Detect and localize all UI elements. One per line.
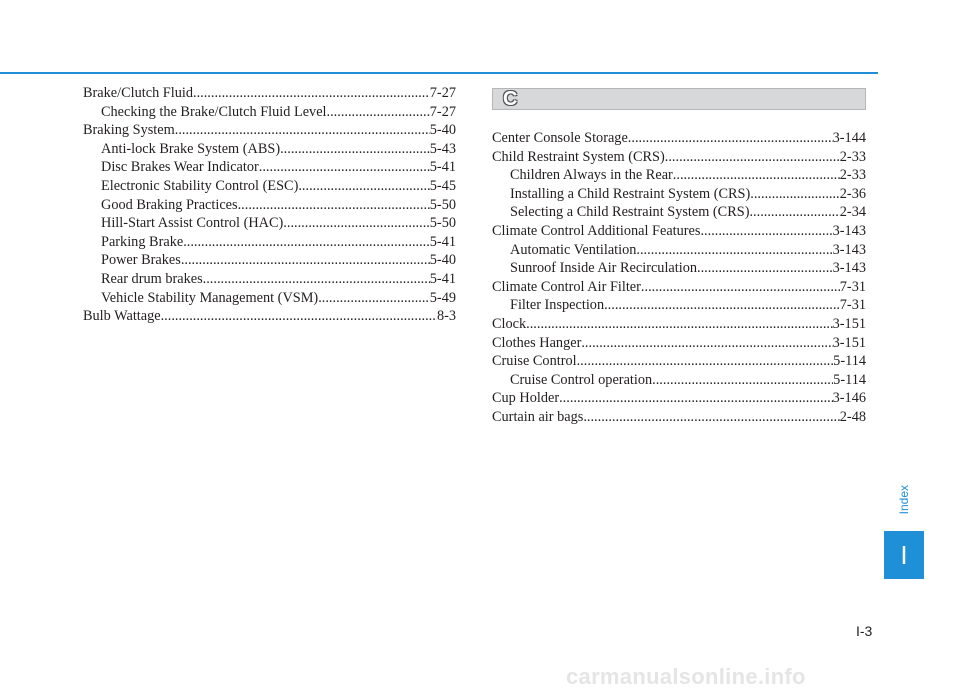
entry-label: Hill-Start Assist Control (HAC) (101, 215, 284, 232)
entry-label: Climate Control Air Filter (492, 278, 641, 295)
index-subentry[interactable] (492, 259, 866, 278)
leader-dots (183, 233, 430, 252)
index-subentry[interactable] (83, 140, 456, 159)
entry-label: Children Always in the Rear (510, 167, 673, 184)
entry-label: Electronic Stability Control (ESC) (101, 177, 299, 194)
leader-dots (697, 259, 833, 278)
entry-page: 5-45 (429, 177, 456, 194)
entry-page: 5-43 (429, 140, 456, 157)
leader-dots (175, 121, 430, 140)
entry-page: 5-49 (429, 289, 456, 306)
section-letter-bar (492, 88, 866, 110)
entry-page: 3-143 (832, 260, 866, 277)
entry-page: 3-144 (832, 130, 866, 146)
leader-dots (628, 129, 833, 148)
index-entry[interactable] (492, 278, 866, 297)
leader-dots (641, 278, 840, 297)
entry-label: Selecting a Child Restraint System (CRS) (510, 204, 750, 221)
leader-dots (280, 140, 430, 159)
entry-page: 5-114 (833, 371, 866, 388)
leader-dots (283, 214, 429, 233)
entry-page: 5-50 (429, 196, 456, 213)
entry-label: Filter Inspection (510, 297, 605, 314)
leader-dots (181, 251, 430, 270)
entry-label: Clothes Hanger (492, 334, 582, 351)
entry-label: Braking System (83, 122, 175, 139)
entry-page: 5-41 (429, 233, 456, 250)
side-tab-letter: I (900, 539, 908, 570)
leader-dots (259, 158, 430, 177)
entry-page: 3-143 (832, 222, 866, 239)
entry-label: Vehicle Stability Management (VSM) (101, 289, 319, 306)
entry-page: 3-146 (832, 390, 866, 407)
leader-dots (665, 148, 840, 167)
leader-dots (581, 334, 832, 353)
index-subentry[interactable] (492, 203, 866, 222)
entry-page: 5-114 (833, 353, 866, 370)
index-entry[interactable] (492, 148, 866, 167)
entry-label: Brake/Clutch Fluid (83, 85, 193, 101)
watermark: carmanualsonline.info (566, 664, 806, 689)
leader-dots (749, 203, 839, 222)
leader-dots (750, 185, 840, 204)
entry-label: Power Brakes (101, 252, 181, 269)
index-column-right (492, 129, 866, 427)
entry-label: Child Restraint System (CRS) (492, 148, 665, 165)
leader-dots (652, 371, 833, 390)
leader-dots (577, 352, 834, 371)
entry-page: 3-151 (832, 315, 866, 332)
entry-page: 2-33 (839, 167, 866, 184)
index-subentry[interactable] (492, 241, 866, 260)
index-column-left (83, 84, 456, 326)
leader-dots (318, 289, 430, 308)
leader-dots (700, 222, 832, 241)
index-subentry[interactable] (492, 166, 866, 185)
entry-page: 7-31 (839, 278, 866, 295)
entry-page: 8-3 (436, 308, 456, 325)
entry-label: Automatic Ventilation (510, 241, 637, 258)
leader-dots (604, 296, 840, 315)
index-subentry[interactable] (492, 296, 866, 315)
index-subentry[interactable] (83, 214, 456, 233)
section-letter: C (503, 88, 518, 110)
entry-page: 5-40 (429, 122, 456, 139)
entry-label: Checking the Brake/Clutch Fluid Level (101, 103, 327, 120)
leader-dots (238, 196, 430, 215)
index-entry[interactable] (83, 121, 456, 140)
entry-label: Climate Control Additional Features (492, 222, 701, 239)
entry-page: 7-31 (839, 297, 866, 314)
index-entry[interactable] (492, 352, 866, 371)
entry-label: Cup Holder (492, 390, 560, 407)
entry-page: 7-27 (429, 85, 456, 101)
entry-page: 5-41 (429, 270, 456, 287)
index-entry[interactable] (492, 129, 866, 148)
page-number: I-3 (856, 623, 873, 639)
leader-dots (298, 177, 429, 196)
leader-dots (559, 389, 833, 408)
index-subentry[interactable] (492, 185, 866, 204)
leader-dots (327, 103, 430, 122)
entry-label: Rear drum brakes (101, 270, 203, 287)
entry-label: Disc Brakes Wear Indicator (101, 159, 259, 176)
index-entry[interactable] (492, 222, 866, 241)
leader-dots (526, 315, 832, 334)
index-entry[interactable] (492, 389, 866, 408)
entry-page: 2-34 (839, 204, 866, 221)
entry-page: 7-27 (429, 103, 456, 120)
entry-page: 2-33 (839, 148, 866, 165)
entry-label: Cruise Control operation (510, 371, 653, 388)
index-entry[interactable] (492, 334, 866, 353)
index-entry[interactable] (492, 408, 866, 427)
entry-label: Cruise Control (492, 353, 577, 370)
entry-page: 2-48 (839, 408, 866, 425)
entry-page: 5-41 (429, 159, 456, 176)
top-rule (0, 72, 878, 74)
index-entry[interactable] (83, 84, 456, 103)
entry-label: Clock (492, 315, 527, 332)
entry-page: 3-151 (832, 334, 866, 351)
index-subentry[interactable] (83, 289, 456, 308)
entry-label: Bulb Wattage (83, 308, 161, 325)
index-subentry[interactable] (83, 103, 456, 122)
entry-label: Sunroof Inside Air Recirculation (510, 260, 698, 277)
index-subentry[interactable] (83, 196, 456, 215)
entry-label: Installing a Child Restraint System (CRS) (510, 185, 751, 202)
entry-label: Parking Brake (101, 233, 184, 250)
entry-page: 5-40 (429, 252, 456, 269)
entry-page: 5-50 (429, 215, 456, 232)
leader-dots (161, 307, 437, 326)
leader-dots (193, 84, 430, 103)
index-subentry[interactable] (83, 251, 456, 270)
index-subentry[interactable] (83, 233, 456, 252)
index-entry[interactable] (83, 307, 456, 326)
side-index-tab[interactable] (884, 531, 924, 579)
index-subentry[interactable] (83, 177, 456, 196)
index-subentry[interactable] (83, 270, 456, 289)
entry-label: Center Console Storage (492, 130, 628, 146)
entry-label: Curtain air bags (492, 408, 584, 425)
entry-label: Anti-lock Brake System (ABS) (101, 140, 281, 157)
leader-dots (583, 408, 839, 427)
leader-dots (636, 241, 832, 260)
side-index-label[interactable]: Index (897, 485, 911, 515)
entry-page: 2-36 (839, 185, 866, 202)
leader-dots (203, 270, 430, 289)
index-entry[interactable] (492, 315, 866, 334)
leader-dots (673, 166, 840, 185)
index-subentry[interactable] (83, 158, 456, 177)
entry-label: Good Braking Practices (101, 196, 238, 213)
entry-page: 3-143 (832, 241, 866, 258)
index-subentry[interactable] (492, 371, 866, 390)
